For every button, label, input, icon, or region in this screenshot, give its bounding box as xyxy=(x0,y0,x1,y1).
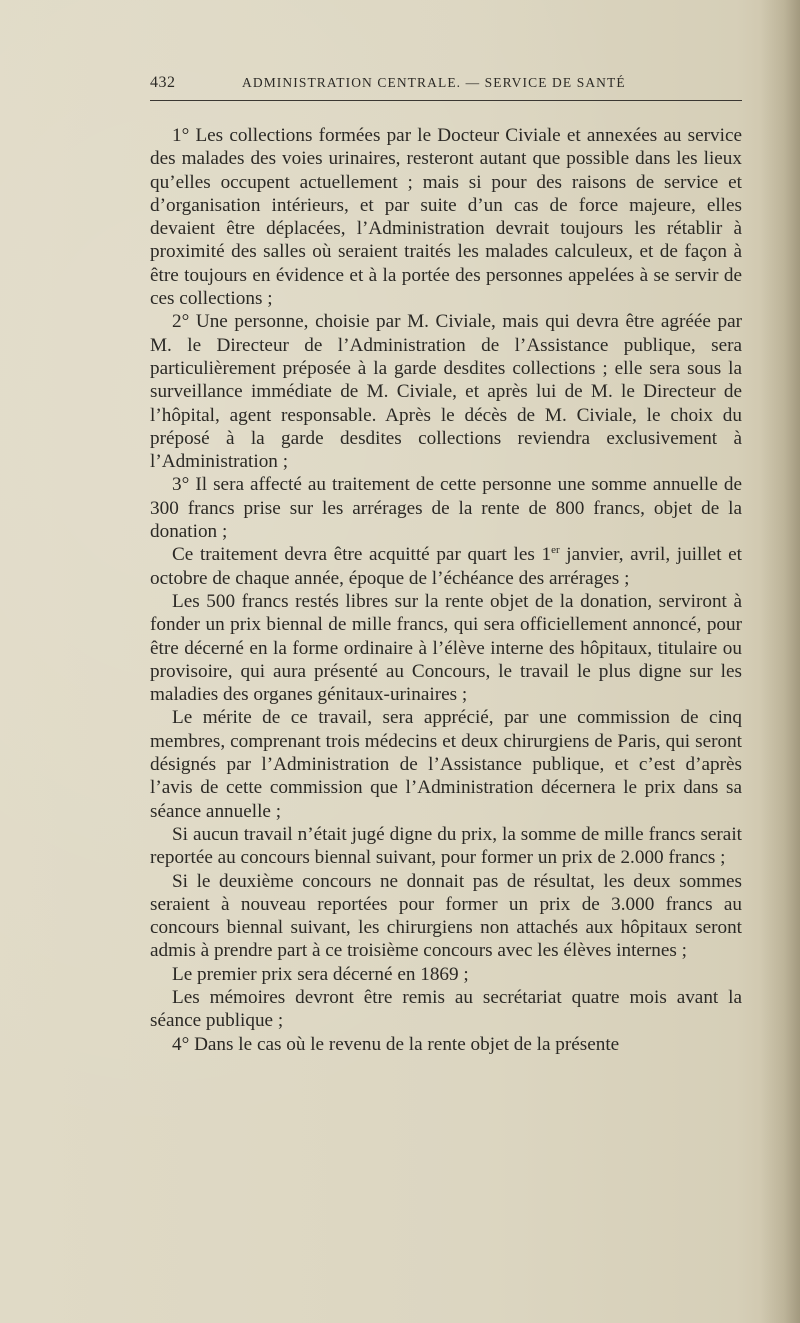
paragraph-10: Les mémoires devront être remis au secrétariat quatre mois avant la séance publique ; xyxy=(150,986,742,1032)
paragraph-6: Le mérite de ce travail, sera apprécié, par une commission de cinq membres, comprenant trois médecins et deux chirurgiens de Paris, qui seront désignés par l’Administration de l’Assistance publique, et c’est d’après l’avis de cette commission que l’Administration décernera le prix dans sa séance annuelle ; xyxy=(150,707,742,822)
paragraph-8: Si le deuxième concours ne donnait pas de résultat, les deux sommes seraient à nouveau reportées pour former un prix de 3.000 francs au concours biennal suivant, les chirurgiens non attachés aux hôpitaux seront admis à prendre part à ce troisième concours avec les élèves internes ; xyxy=(150,870,742,962)
paragraph-11: 4° Dans le cas où le revenu de la rente objet de la présente xyxy=(172,1033,620,1055)
paragraph-7: Si aucun travail n’était jugé digne du prix, la somme de mille francs serait reportée au concours biennal suivant, pour former un prix de 2.000 francs ; xyxy=(150,823,742,869)
superscript-er: er xyxy=(551,544,560,557)
paragraph-3: 3° Il sera affecté au traitement de cette personne une somme annuelle de 300 francs prise sur les arrérages de la rente de 800 francs, objet de la donation ; xyxy=(150,474,742,543)
paragraph-2: 2° Une personne, choisie par M. Civiale, mais qui devra être agréée par M. le Directeur de l’Administration de l’Assistance publique, sera particulièrement préposée à la garde desdites collections ; elle sera sous la surveillance immédiate de M. Civiale, et après lui de M. le Directeur de l’hôpital, agent responsable. Après le décès de M. Civiale, le choix du préposé à la garde desdites collections reviendra exclusivement à l’Administration ; xyxy=(150,311,742,473)
header-rule xyxy=(150,100,742,101)
page-number: 432 xyxy=(150,74,176,91)
paragraph-9: Le premier prix sera décerné en 1869 ; xyxy=(172,963,469,985)
paragraph-4 xyxy=(150,543,742,590)
paragraph-5: Les 500 francs restés libres sur la rente objet de la donation, serviront à fonder un prix biennal de mille francs, qui sera officiellement annoncé, pour être décerné en la forme ordinaire à l’élève interne des hôpitaux, titulaire ou provisoire, qui aura présenté au Concours, le travail le plus digne sur les maladies des organes génitaux-urinaires ; xyxy=(150,590,742,706)
page-header xyxy=(150,74,740,96)
paragraph-4-end: janvier, avril, juillet et octobre de chaque année, époque de l’échéance des arrérages ; xyxy=(150,544,742,589)
page-edge-shadow xyxy=(760,0,800,1323)
paragraph-4-start: Ce traitement devra être acquitté par quart les 1 xyxy=(172,544,552,566)
paragraph-1: 1° Les collections formées par le Docteur Civiale et annexées au service des malades des voies urinaires, resteront autant que possible dans les lieux qu’elles occupent actuellement ; mais si pour des raisons de service et d’organisation intérieurs, et par suite d’un cas de force majeure, elles devaient être déplacées, l’Administration devrait toujours les rétablir à proximité des salles où seraient traités les malades calculeux, et de façon à être toujours en évidence et à la portée des personnes appelées à se servir de ces collections ; xyxy=(150,125,742,310)
body-text xyxy=(150,124,742,1056)
running-head: ADMINISTRATION CENTRALE. — SERVICE DE SANTÉ xyxy=(242,75,626,90)
